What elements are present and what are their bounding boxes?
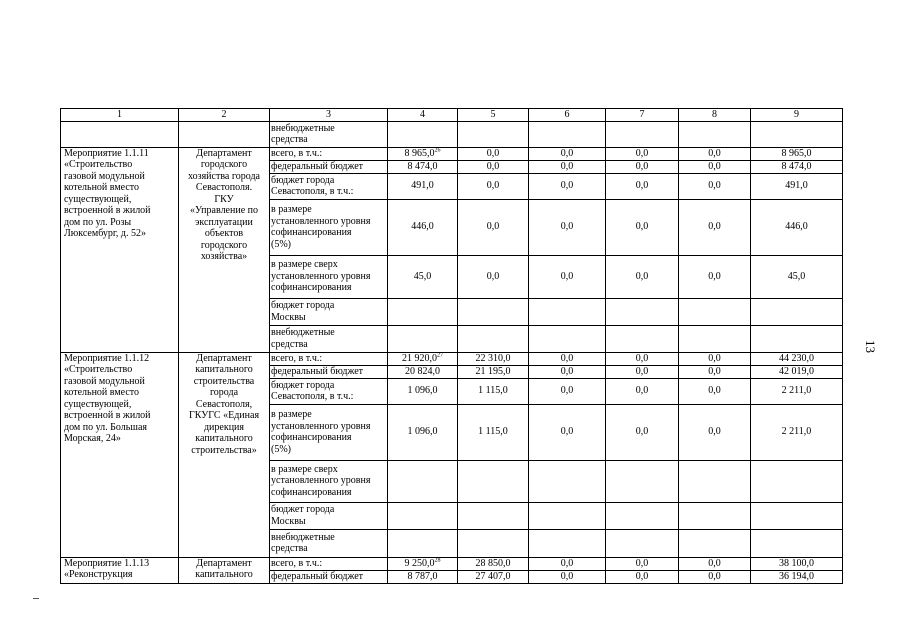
funding-source-label: федеральный бюджет (270, 570, 388, 583)
amount-value: 0,0 (560, 352, 574, 364)
scan-mark (33, 598, 39, 599)
amount-value: 44 230,0 (779, 352, 814, 364)
amount-value: 0,0 (635, 180, 649, 192)
amount-value: 9 250,0 (404, 557, 435, 569)
amount-cell (529, 378, 606, 404)
funding-source-label: бюджет города Москвы (270, 298, 388, 325)
amount-cell (458, 352, 529, 365)
footnote-ref: 28 (434, 557, 441, 564)
amount-cell (679, 404, 751, 460)
amount-value: 0,0 (708, 270, 721, 282)
amount-cell (606, 160, 679, 173)
amount-cell (751, 352, 843, 365)
amount-value: 491,0 (411, 180, 434, 192)
amount-cell (388, 199, 458, 255)
amount-value: 2 211,0 (781, 385, 812, 397)
amount-value: 0,0 (560, 180, 574, 192)
amount-value: 0,0 (560, 570, 574, 582)
funding-source-label: в размере сверх установленного уровня софинансирования (270, 460, 388, 502)
amount-value: 0,0 (486, 221, 500, 233)
header-cell: 4 (388, 109, 458, 122)
funding-source-label: внебюджетные средства (270, 529, 388, 557)
amount-cell (751, 325, 843, 352)
executor-name: Департамент капитального (179, 557, 270, 583)
amount-cell (679, 199, 751, 255)
empty-cell (751, 121, 843, 147)
funding-source-label: федеральный бюджет (270, 160, 388, 173)
funding-source-label: всего, в т.ч.: (270, 557, 388, 570)
measure-name: Мероприятие 1.1.11 «Строительство газовой модульной котельной вместо существующей, встроенной в жилой дом по ул. Розы Люксембург, д. 52» (61, 147, 179, 352)
empty-cell (61, 121, 179, 147)
amount-value: 8 787,0 (407, 570, 438, 582)
table-row (61, 557, 843, 570)
amount-cell (458, 365, 529, 378)
amount-cell (751, 160, 843, 173)
amount-value: 0,0 (560, 160, 574, 172)
budget-table (60, 108, 843, 584)
amount-cell (458, 173, 529, 199)
amount-cell (751, 255, 843, 298)
amount-cell (388, 325, 458, 352)
amount-cell (458, 557, 529, 570)
amount-value: 1 096,0 (407, 426, 438, 438)
amount-value: 0,0 (635, 365, 649, 377)
funding-source-label: в размере установленного уровня софинансирования (5%) (270, 199, 388, 255)
amount-cell (606, 199, 679, 255)
amount-value: 21 920,0 (402, 352, 437, 364)
funding-source-label: в размере сверх установленного уровня софинансирования (270, 255, 388, 298)
amount-cell (679, 378, 751, 404)
amount-cell (606, 378, 679, 404)
amount-value: 21 195,0 (475, 365, 511, 377)
amount-cell (751, 557, 843, 570)
amount-cell (529, 325, 606, 352)
amount-value: 0,0 (708, 426, 721, 438)
amount-value: 1 096,0 (407, 385, 438, 397)
amount-value: 8 474,0 (781, 160, 812, 172)
amount-value: 0,0 (635, 147, 649, 159)
amount-cell (388, 460, 458, 502)
amount-cell (388, 160, 458, 173)
amount-cell (388, 352, 458, 365)
amount-cell (606, 325, 679, 352)
amount-value: 0,0 (486, 270, 500, 282)
amount-value: 22 310,0 (475, 352, 511, 364)
header-cell: 3 (270, 109, 388, 122)
amount-value: 0,0 (486, 160, 500, 172)
amount-value: 0,0 (560, 270, 574, 282)
amount-cell (751, 298, 843, 325)
amount-value: 491,0 (785, 180, 808, 192)
amount-value: 38 100,0 (779, 557, 814, 569)
amount-cell (606, 173, 679, 199)
amount-value: 0,0 (708, 221, 721, 233)
amount-cell (529, 570, 606, 583)
amount-cell (606, 529, 679, 557)
funding-source-label: всего, в т.ч.: (270, 352, 388, 365)
empty-cell (179, 121, 270, 147)
amount-cell (679, 173, 751, 199)
amount-value: 0,0 (708, 557, 721, 569)
amount-cell (458, 529, 529, 557)
amount-cell (751, 147, 843, 160)
amount-cell (751, 502, 843, 529)
amount-cell (529, 160, 606, 173)
empty-cell (679, 121, 751, 147)
amount-value: 27 407,0 (475, 570, 511, 582)
amount-cell (679, 298, 751, 325)
amount-cell (388, 570, 458, 583)
amount-value: 0,0 (708, 570, 721, 582)
amount-cell (606, 147, 679, 160)
amount-cell (679, 352, 751, 365)
header-cell: 1 (61, 109, 179, 122)
funding-source-label: в размере установленного уровня софинансирования (5%) (270, 404, 388, 460)
amount-cell (529, 460, 606, 502)
amount-cell (606, 502, 679, 529)
table-row (61, 352, 843, 365)
amount-cell (388, 147, 458, 160)
amount-cell (458, 255, 529, 298)
amount-cell (458, 325, 529, 352)
amount-cell (458, 404, 529, 460)
amount-value: 20 824,0 (405, 365, 440, 377)
amount-value: 42 019,0 (779, 365, 814, 377)
amount-cell (388, 173, 458, 199)
empty-cell (388, 121, 458, 147)
amount-cell (606, 557, 679, 570)
amount-cell (388, 298, 458, 325)
amount-cell (388, 365, 458, 378)
amount-value: 0,0 (708, 385, 721, 397)
amount-cell (751, 378, 843, 404)
header-row (61, 109, 843, 122)
amount-cell (529, 352, 606, 365)
amount-cell (458, 378, 529, 404)
amount-value: 28 850,0 (475, 557, 511, 569)
amount-cell (458, 147, 529, 160)
amount-cell (679, 529, 751, 557)
amount-cell (388, 502, 458, 529)
header-cell: 8 (679, 109, 751, 122)
amount-value: 0,0 (560, 426, 574, 438)
amount-cell (679, 570, 751, 583)
amount-cell (679, 460, 751, 502)
amount-cell (388, 529, 458, 557)
header-cell: 2 (179, 109, 270, 122)
executor-name: Департамент капитального строительства города Севастополя, ГКУГС «Единая дирекция капитального строительства» (179, 352, 270, 557)
amount-cell (458, 298, 529, 325)
amount-cell (606, 404, 679, 460)
amount-cell (751, 404, 843, 460)
amount-value: 0,0 (635, 160, 649, 172)
measure-name: Мероприятие 1.1.12 «Строительство газовой модульной котельной вместо существующей, встроенной в жилой дом по ул. Большая Морская, 24» (61, 352, 179, 557)
empty-cell (606, 121, 679, 147)
amount-value: 0,0 (635, 221, 649, 233)
funding-source-label: бюджет города Москвы (270, 502, 388, 529)
amount-cell (606, 365, 679, 378)
amount-cell (606, 460, 679, 502)
amount-value: 0,0 (708, 160, 721, 172)
amount-cell (679, 325, 751, 352)
amount-cell (529, 147, 606, 160)
amount-value: 8 965,0 (404, 147, 435, 159)
funding-source-label: внебюджетные средства (270, 325, 388, 352)
amount-value: 0,0 (635, 352, 649, 364)
amount-cell (529, 557, 606, 570)
amount-cell (679, 557, 751, 570)
amount-value: 0,0 (708, 180, 721, 192)
amount-cell (529, 365, 606, 378)
amount-value: 446,0 (785, 221, 808, 233)
executor-name: Департамент городского хозяйства города Севастополя. ГКУ «Управление по эксплуатации объектов городского хозяйства» (179, 147, 270, 352)
amount-cell (679, 147, 751, 160)
amount-cell (458, 160, 529, 173)
amount-value: 36 194,0 (779, 570, 814, 582)
table-row (61, 147, 843, 160)
amount-value: 0,0 (560, 385, 574, 397)
amount-cell (458, 460, 529, 502)
amount-value: 8 474,0 (407, 160, 438, 172)
amount-cell (751, 460, 843, 502)
amount-cell (458, 570, 529, 583)
funding-source-label: бюджет города Севастополя, в т.ч.: (270, 173, 388, 199)
amount-value: 0,0 (635, 385, 649, 397)
amount-value: 0,0 (560, 557, 574, 569)
amount-cell (751, 199, 843, 255)
funding-source-label: бюджет города Севастополя, в т.ч.: (270, 378, 388, 404)
amount-cell (606, 352, 679, 365)
amount-value: 0,0 (560, 221, 574, 233)
amount-value: 0,0 (708, 147, 721, 159)
amount-value: 0,0 (560, 147, 574, 159)
amount-cell (529, 199, 606, 255)
amount-value: 0,0 (635, 426, 649, 438)
amount-cell (388, 378, 458, 404)
amount-cell (751, 173, 843, 199)
amount-cell (529, 173, 606, 199)
amount-cell (751, 529, 843, 557)
amount-cell (458, 502, 529, 529)
footnote-ref: 26 (434, 147, 441, 154)
amount-cell (606, 570, 679, 583)
amount-cell (679, 160, 751, 173)
empty-cell (458, 121, 529, 147)
header-cell: 5 (458, 109, 529, 122)
amount-value: 0,0 (486, 180, 500, 192)
amount-cell (388, 255, 458, 298)
funding-source-label: федеральный бюджет (270, 365, 388, 378)
amount-cell (751, 570, 843, 583)
measure-name: Мероприятие 1.1.13 «Реконструкция (61, 557, 179, 583)
amount-value: 45,0 (787, 270, 806, 282)
empty-cell (529, 121, 606, 147)
header-cell: 6 (529, 109, 606, 122)
amount-value: 1 115,0 (478, 385, 508, 397)
amount-cell (606, 298, 679, 325)
amount-value: 8 965,0 (781, 147, 812, 159)
amount-cell (529, 298, 606, 325)
funding-source-label: всего, в т.ч.: (270, 147, 388, 160)
amount-value: 0,0 (560, 365, 574, 377)
amount-cell (606, 255, 679, 298)
footnote-ref: 27 (437, 352, 443, 359)
amount-value: 2 211,0 (781, 426, 812, 438)
amount-value: 0,0 (708, 365, 721, 377)
funding-source-label: внебюджетные средства (270, 121, 388, 147)
amount-cell (751, 365, 843, 378)
header-cell: 7 (606, 109, 679, 122)
amount-cell (529, 502, 606, 529)
amount-value: 446,0 (411, 221, 434, 233)
amount-cell (679, 255, 751, 298)
amount-cell (679, 502, 751, 529)
amount-cell (529, 255, 606, 298)
amount-cell (679, 365, 751, 378)
amount-value: 0,0 (635, 570, 649, 582)
amount-cell (458, 199, 529, 255)
amount-value: 45,0 (413, 270, 432, 282)
amount-value: 0,0 (635, 270, 649, 282)
amount-cell (388, 557, 458, 570)
amount-value: 0,0 (635, 557, 649, 569)
amount-value: 0,0 (708, 352, 721, 364)
amount-value: 0,0 (486, 147, 500, 159)
table-row (61, 121, 843, 147)
header-cell: 9 (751, 109, 843, 122)
page-number: 13 (863, 340, 878, 353)
amount-cell (529, 404, 606, 460)
amount-value: 1 115,0 (478, 426, 508, 438)
amount-cell (388, 404, 458, 460)
amount-cell (529, 529, 606, 557)
